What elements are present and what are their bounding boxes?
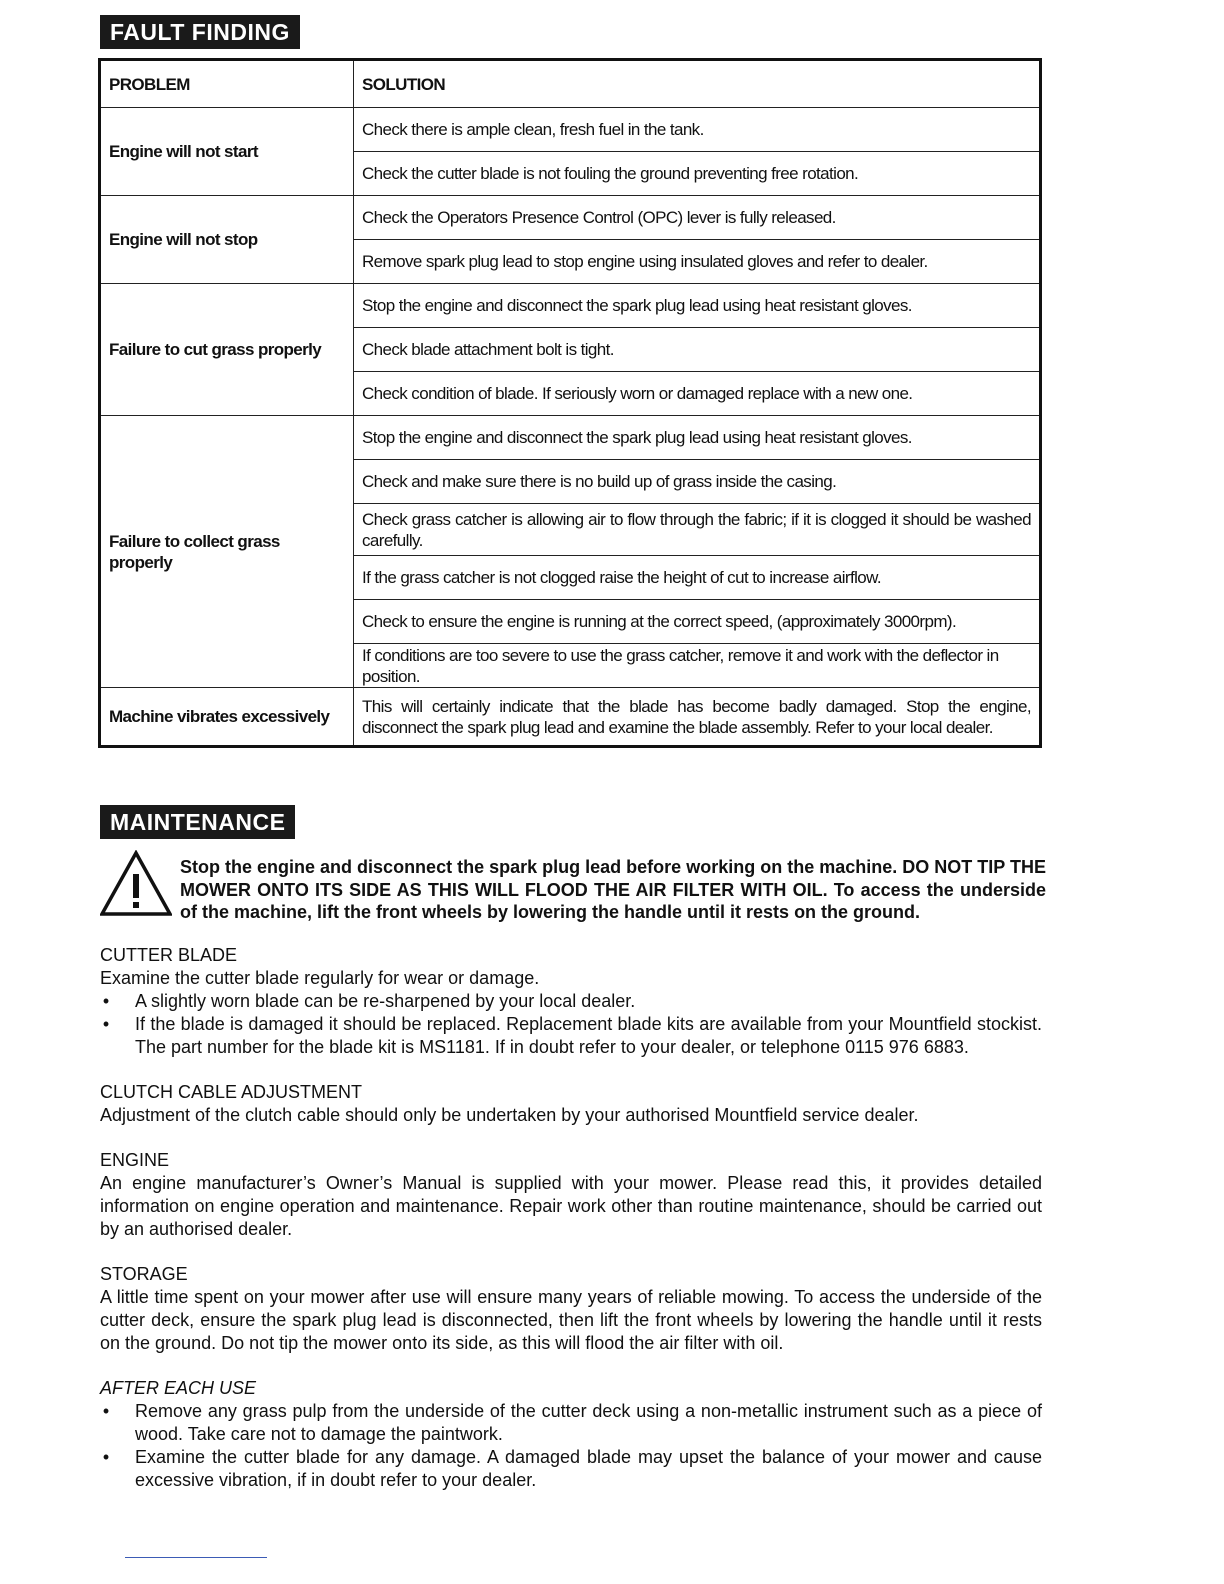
list-item — [100, 1013, 1042, 1059]
maintenance-warning: Stop the engine and disconnect the spark plug lead before working on the machine. DO NOT TIP THE MOWER ONTO ITS SIDE AS THIS WILL FLOOD THE AIR FILTER WITH OIL. To access the underside of the machine, lift the front wheels by lowering the handle until it rests on the ground. — [180, 857, 1046, 922]
solution-cell: This will certainly indicate that the blade has become badly damaged. Stop the engine, disconnect the spark plug lead and examine the blade assembly. Refer to your local dealer. — [354, 688, 1041, 747]
solution-cell: Stop the engine and disconnect the spark plug lead using heat resistant gloves. — [354, 416, 1041, 460]
list-item — [100, 990, 1042, 1013]
maintenance-title: MAINTENANCE — [100, 805, 295, 839]
header-problem: PROBLEM — [100, 60, 354, 108]
table-header-row — [100, 60, 1041, 108]
solution-cell: Check the Operators Presence Control (OPC) lever is fully released. — [354, 196, 1041, 240]
problem-cell: Engine will not stop — [100, 196, 354, 284]
storage-section — [100, 1263, 1042, 1355]
paragraph: Examine the cutter blade regularly for wear or damage. — [100, 968, 540, 988]
section-heading: STORAGE — [100, 1264, 188, 1284]
solution-cell: Check there is ample clean, fresh fuel in the tank. — [354, 108, 1041, 152]
fault-finding-table — [98, 58, 1042, 748]
list-item — [100, 1400, 1042, 1446]
solution-cell: Check condition of blade. If seriously worn or damaged replace with a new one. — [354, 372, 1041, 416]
problem-cell: Engine will not start — [100, 108, 354, 196]
section-heading: CLUTCH CABLE ADJUSTMENT — [100, 1082, 363, 1102]
paragraph: A little time spent on your mower after use will ensure many years of reliable mowing. To access the underside of the cutter deck, ensure the spark plug lead is disconnected, then lift the front wheels by lowering the handle until it rests on the ground. Do not tip the mower onto its side, as this will flood the air filter with oil. — [100, 1287, 1042, 1353]
section-heading: ENGINE — [100, 1150, 170, 1170]
list-item-text: Examine the cutter blade for any damage. A damaged blade may upset the balance of your mower and cause excessive vibration, if in doubt refer to your dealer. — [135, 1447, 1042, 1490]
solution-cell: If the grass catcher is not clogged raise the height of cut to increase airflow. — [354, 556, 1041, 600]
bullet-list — [100, 990, 1042, 1059]
cutter-blade-section — [100, 944, 1042, 1059]
solution-cell: Stop the engine and disconnect the spark plug lead using heat resistant gloves. — [354, 284, 1041, 328]
table-row — [100, 108, 1041, 152]
after-each-use-section — [100, 1377, 1042, 1492]
solution-cell: Check blade attachment bolt is tight. — [354, 328, 1041, 372]
table-row — [100, 688, 1041, 747]
problem-cell: Machine vibrates excessively — [100, 688, 354, 747]
problem-cell: Failure to collect grass properly — [100, 416, 354, 688]
list-item-text: A slightly worn blade can be re-sharpened by your local dealer. — [135, 991, 636, 1011]
bullet: • — [102, 1014, 110, 1034]
solution-cell: Check to ensure the engine is running at the correct speed, (approximately 3000rpm). — [354, 600, 1041, 644]
bullet-list — [100, 1400, 1042, 1492]
table-row — [100, 416, 1041, 460]
engine-section — [100, 1149, 1042, 1241]
solution-cell: Check and make sure there is no build up of grass inside the casing. — [354, 460, 1041, 504]
maintenance-content — [100, 944, 1042, 1514]
problem-cell: Failure to cut grass properly — [100, 284, 354, 416]
header-solution: SOLUTION — [354, 60, 1041, 108]
section-heading: CUTTER BLADE — [100, 945, 238, 965]
list-item — [100, 1446, 1042, 1492]
list-item-text: Remove any grass pulp from the underside of the cutter deck using a non-metallic instrument such as a piece of wood. Take care not to damage the paintwork. — [135, 1401, 1042, 1444]
paragraph: An engine manufacturer’s Owner’s Manual is supplied with your mower. Please read this, it provides detailed information on engine operation and maintenance. Repair work other than routine maintenance, should be carried out by an authorised dealer. — [100, 1173, 1042, 1239]
clutch-section — [100, 1081, 1042, 1127]
list-item-text: If the blade is damaged it should be replaced. Replacement blade kits are available from your Mountfield stockist. The part number for the blade kit is MS1181. If in doubt refer to your dealer, or telephone 0115 976 6883. — [135, 1014, 1042, 1057]
footer-rule — [125, 1557, 267, 1558]
bullet: • — [102, 991, 110, 1011]
section-heading: AFTER EACH USE — [100, 1378, 257, 1398]
bullet: • — [102, 1401, 110, 1421]
fault-finding-title: FAULT FINDING — [100, 15, 300, 49]
table-row — [100, 196, 1041, 240]
solution-cell: Check the cutter blade is not fouling the ground preventing free rotation. — [354, 152, 1041, 196]
solution-cell: If conditions are too severe to use the grass catcher, remove it and work with the deflector in position. — [354, 644, 1041, 688]
warning-triangle-icon — [100, 850, 172, 918]
solution-cell: Remove spark plug lead to stop engine using insulated gloves and refer to dealer. — [354, 240, 1041, 284]
paragraph: Adjustment of the clutch cable should only be undertaken by your authorised Mountfield service dealer. — [100, 1105, 919, 1125]
table-row — [100, 284, 1041, 328]
solution-cell: Check grass catcher is allowing air to flow through the fabric; if it is clogged it should be washed carefully. — [354, 504, 1041, 556]
bullet: • — [102, 1447, 110, 1467]
